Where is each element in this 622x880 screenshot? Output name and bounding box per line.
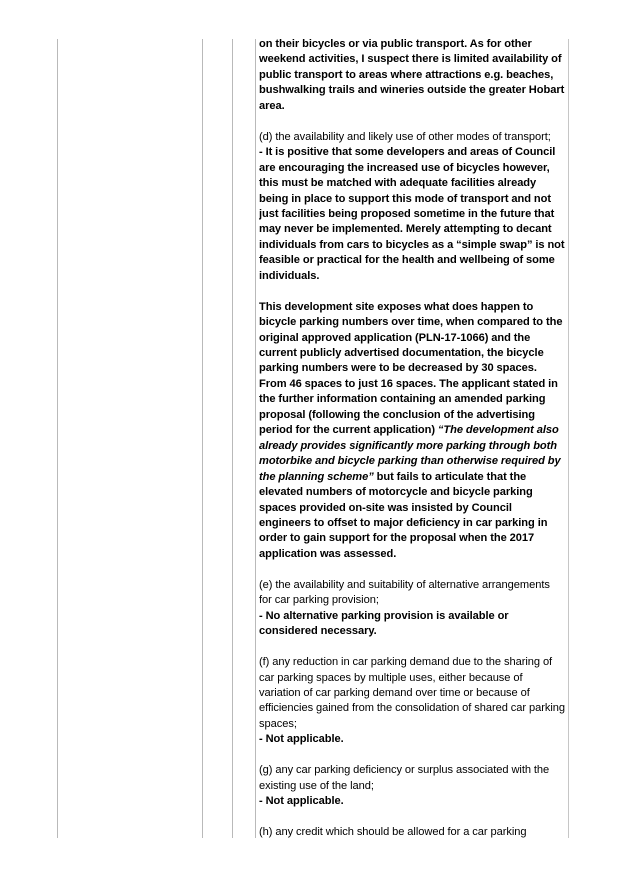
text-run-regular: (e) the availability and suitability of alternative arrangements for car parking provision; [259,578,550,607]
paragraph-spacer [259,284,565,299]
text-run-bold: - No alternative parking provision is available or considered necessary. [259,609,509,638]
text-run-bold: This development site exposes what does happen to bicycle parking numbers over time, when compared to the original approved application (PLN-17-1066) and the current publicly advertised documentation, the bicycle parking numbers were to be decreased by 30 spaces. From 46 spaces to just 16 spaces. The applicant stated in the further information containing an amended parking proposal (following the conclusion of the advertising period for the current application) [259,300,563,437]
paragraph-spacer [259,640,565,655]
text-run-bold: but fails to articulate that the elevated numbers of motorcycle and bicycle parking spaces provided on-site was insisted by Council engineers to offset to major deficiency in car parking in order to gain support for the proposal when the 2017 application was assessed. [259,470,548,560]
table-column-rule-2 [202,39,203,838]
submission-comment-cell [259,37,565,838]
table-column-rule-4 [255,39,256,838]
block-clause-f [259,655,565,748]
text-run-regular: (g) any car parking deficiency or surplus associated with the existing use of the land; [259,764,550,792]
block-clause-g [259,763,565,809]
block-clause-h [259,825,565,838]
paragraph-spacer [259,114,565,129]
paragraph-spacer [259,748,565,763]
block-bicycles-transport [259,37,565,114]
text-run-bold: - Not applicable. [259,795,344,808]
block-development-site [259,300,565,563]
text-run-bold: - It is positive that some developers and areas of Council are encouraging the increased use of bicycles however, this must be matched with adequate facilities already being in place to support this mode of transport and not just facilities being proposed sometime in the future that may never be implemented. Merely attempting to decant individuals from cars to bicycles as a “simple swap” is not feasible or practical for the health and wellbeing of some individuals. [259,146,565,282]
block-clause-e [259,578,565,640]
block-clause-d [259,130,565,285]
table-column-rule-5 [568,39,569,838]
table-column-rule-1 [57,39,58,838]
text-run-regular: (f) any reduction in car parking demand due to the sharing of car parking spaces by multiple uses, either because of variation of car parking demand over time or because of efficiencies gained from the consolidation of shared car parking spaces; [259,656,565,730]
table-column-rule-3 [232,39,233,838]
text-run-quote-italic: “The development also already provides significantly more parking through both motorbike and bicycle parking than otherwise required by the planning scheme” [259,424,561,483]
text-run-bold: - Not applicable. [259,733,344,746]
text-run-regular: (h) any credit which should be allowed for a car parking [259,826,527,838]
text-run-regular: (d) the availability and likely use of other modes of transport; [259,130,551,143]
text-run-bold: on their bicycles or via public transport. As for other weekend activities, I suspect there is limited availability of public transport to areas where attractions e.g. beaches, bushwalking trails and wineries outside the greater Hobart area. [259,38,565,112]
paragraph-spacer [259,562,565,577]
paragraph-spacer [259,810,565,825]
